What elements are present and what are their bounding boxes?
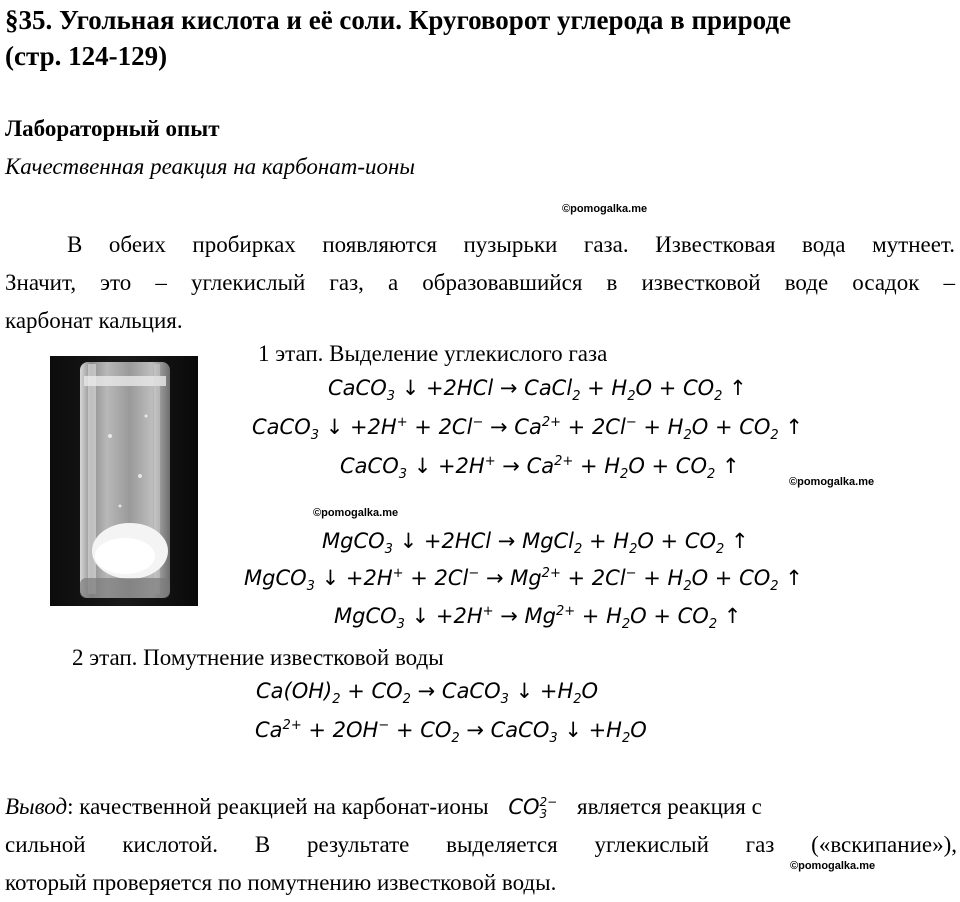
carbonate-ion-formula: CO2− 3 (508, 795, 558, 821)
test-tube-photo (50, 356, 198, 606)
paragraph-line: карбонат кальция. (5, 308, 183, 333)
section-subtitle: Качественная реакция на карбонат-ионы (5, 154, 416, 179)
page-title: §35. Угольная кислота и её соли. Круговорот углерода в природе (5, 5, 791, 35)
paragraph-line: В обеих пробирках появляются пузырьки газа. Известковая вода мутнеет. (67, 232, 955, 257)
conclusion-text: является реакция с (576, 794, 762, 819)
equation: CaCO$_3$ ↓ $+2H^+ + 2Cl^- \to Ca^{2+} + 2Cl^- + H_2O + CO_2$ ↑ (252, 415, 803, 444)
paragraph-line: Значит, это – углекислый газ, а образовавшийся в известковой воде осадок – (5, 270, 955, 295)
section-heading: Лабораторный опыт (5, 116, 220, 141)
equation: CaCO$_3$ ↓ +2HCl → CaCl$_2$ + $H_2O + CO_2$ ↑ (328, 376, 747, 405)
equation: MgCO$_3$ ↓ +2HCl → MgCl$_2$ + $H_2O + CO_2$ ↑ (322, 529, 749, 558)
stage-1-label: 1 этап. Выделение углекислого газа (258, 341, 608, 366)
conclusion-line (5, 788, 957, 826)
conclusion (5, 788, 957, 902)
conclusion-line: сильной кислотой. В результате выделяется углекислый газ («вскипание»), (5, 832, 957, 857)
equation: CaCO$_3$ ↓ $+2H^+ \to Ca^{2+} + H_2O + CO_2$ ↑ (340, 454, 740, 483)
equation: $Ca(OH)_2 + CO_2$ → CaCO$_3$ ↓ $+H_2O$ (256, 679, 599, 708)
watermark: ©pomogalka.me (789, 476, 875, 488)
stage-2-label: 2 этап. Помутнение известковой воды (72, 645, 444, 670)
conclusion-text: : качественной реакцией на карбонат-ионы (67, 794, 489, 819)
watermark: ©pomogalka.me (562, 203, 648, 215)
watermark: ©pomogalka.me (313, 507, 399, 519)
equation: MgCO$_3$ ↓ $+2H^+ \to Mg^{2+} + H_2O + CO_2$ ↑ (334, 604, 742, 633)
conclusion-line: который проверяется по помутнению известковой воды. (5, 870, 557, 895)
watermark: ©pomogalka.me (790, 860, 876, 872)
intro-paragraph (5, 226, 955, 340)
page-title-pages: (стр. 124-129) (5, 41, 168, 71)
equation: $Ca^{2+} + 2OH^- + CO_2$ → CaCO$_3$ ↓ $+H_2O$ (255, 718, 647, 747)
equation: MgCO$_3$ ↓ $+2H^+ + 2Cl^- \to Mg^{2+} + 2Cl^- + H_2O + CO_2$ ↑ (244, 566, 803, 595)
conclusion-label: Вывод (5, 794, 68, 819)
